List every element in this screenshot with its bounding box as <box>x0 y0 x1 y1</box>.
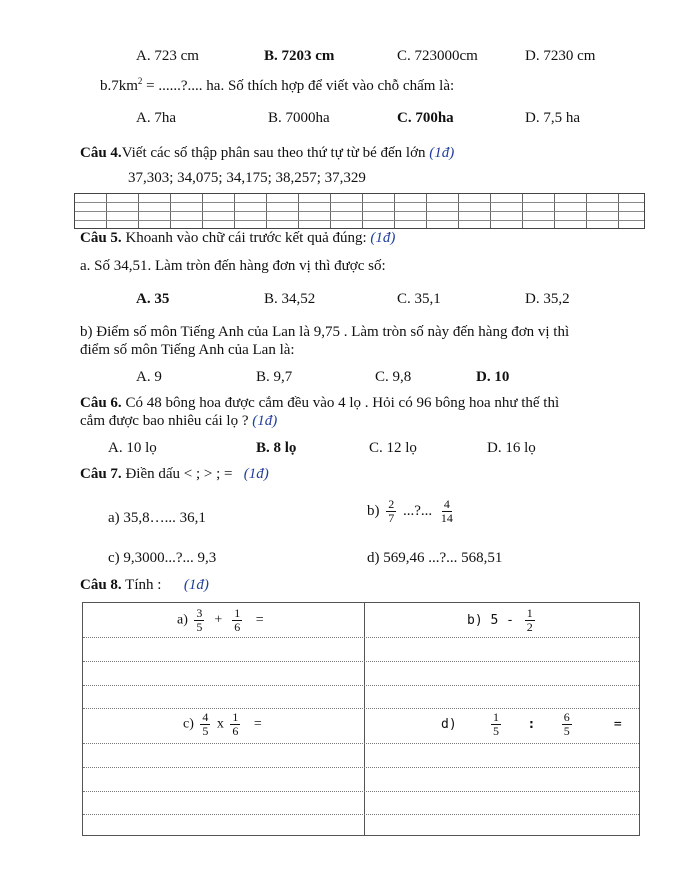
q8d: d) $\frac{1}{5}$ : $\frac{6}{5}$ = <box>441 710 622 738</box>
q6-option-d: D. 16 lọ <box>487 440 536 456</box>
q4-heading: Câu 4.Viết các số thập phân sau theo thứ tự từ bé đến lớn (1đ) <box>80 145 455 161</box>
q5b-option-d: D. 10 <box>476 369 510 385</box>
q7-heading: Câu 7. Điền dấu < ; > ; = (1đ) <box>80 466 269 482</box>
q3b-option-c: C. 700ha <box>397 110 454 126</box>
q7a: a) 35,8…... 36,1 <box>108 510 206 526</box>
q5b-option-a: A. 9 <box>136 369 162 385</box>
q3b-option-b: B. 7000ha <box>268 110 330 126</box>
q6-question-line1: Câu 6. Có 48 bông hoa được cắm đều vào 4 lọ . Hỏi có 96 bông hoa như thế thì <box>80 395 560 411</box>
q8a: a) $\frac{3}{5}$ + $\frac{1}{6}$ = <box>177 606 264 634</box>
q5a-question: a. Số 34,51. Làm tròn đến hàng đơn vị thì được số: <box>80 258 386 274</box>
q3b-option-d: D. 7,5 ha <box>525 110 580 126</box>
q4-answer-grid[interactable] <box>74 193 645 229</box>
q6-option-c: C. 12 lọ <box>369 440 417 456</box>
q5a-option-c: C. 35,1 <box>397 291 441 307</box>
q8b: b) 5 - $\frac{1}{2}$ <box>467 606 533 634</box>
q5b-question-line2: điểm số môn Tiếng Anh của Lan là: <box>80 342 295 358</box>
q5a-option-d: D. 35,2 <box>525 291 570 307</box>
q3a-option-a: A. 723 cm <box>136 48 199 64</box>
q5a-option-b: B. 34,52 <box>264 291 316 307</box>
q6-question-line2: cắm được bao nhiêu cái lọ ? (1đ) <box>80 413 278 429</box>
q3b-option-a: A. 7ha <box>136 110 176 126</box>
q6-option-a: A. 10 lọ <box>108 440 157 456</box>
q8c: c) $\frac{4}{5}$ x $\frac{1}{6}$ = <box>183 710 262 738</box>
q5a-option-a: A. 35 <box>136 291 170 307</box>
q3b-question: $b.7km^2$ = ......?.... ha. Số thích hợp để viết vào chỗ chấm là: <box>100 76 455 94</box>
q3a-option-c: C. 723000cm <box>397 48 478 64</box>
q5b-option-c: C. 9,8 <box>375 369 412 385</box>
q5b-question-line1: b) Điểm số môn Tiếng Anh của Lan là 9,75 . Làm tròn số này đến hàng đơn vị thì <box>80 324 570 340</box>
q5b-option-b: B. 9,7 <box>256 369 293 385</box>
q7c: c) 9,3000...?... 9,3 <box>108 550 217 566</box>
q4-numbers: 37,303; 34,075; 34,175; 38,257; 37,329 <box>128 170 366 186</box>
q5-heading: Câu 5. Khoanh vào chữ cái trước kết quả đúng: (1đ) <box>80 230 396 246</box>
q8-work-table <box>82 602 640 836</box>
q7b-fraction-2: $\frac{4}{14}$ <box>440 497 453 525</box>
q8-heading: Câu 8. Tính : (1đ) <box>80 577 209 593</box>
q6-option-b: B. 8 lọ <box>256 440 297 456</box>
q3a-option-b: B. 7203 cm <box>264 48 335 64</box>
q7b: b) $\frac{2}{7}$ ...?... $\frac{4}{14}$ <box>367 497 453 525</box>
q7b-fraction-1: $\frac{2}{7}$ <box>388 497 395 525</box>
q7d: d) 569,46 ...?... 568,51 <box>367 550 503 566</box>
q3a-option-d: D. 7230 cm <box>525 48 596 64</box>
